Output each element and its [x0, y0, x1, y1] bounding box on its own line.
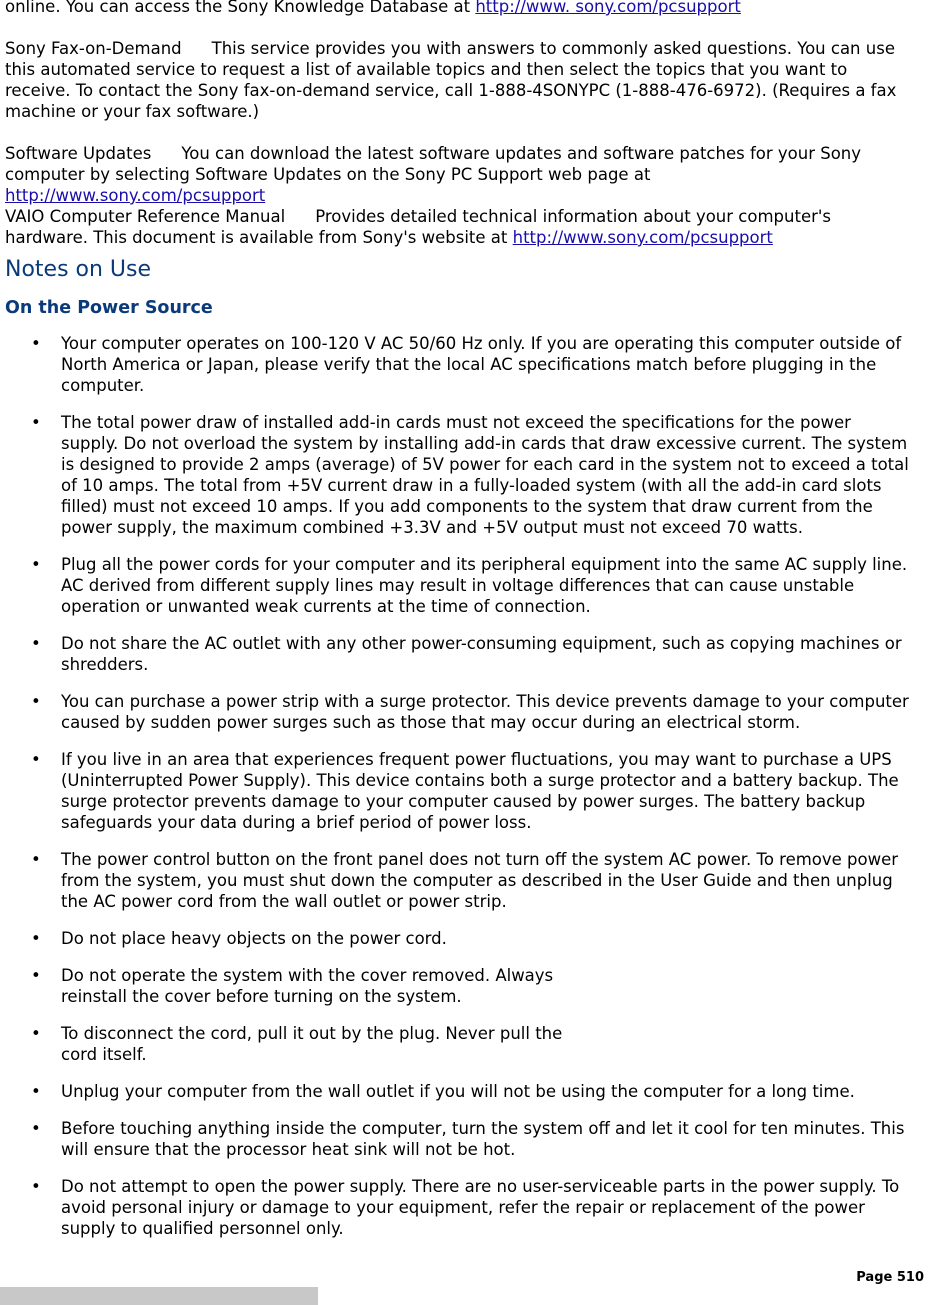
list-item: • You can purchase a power strip with a surge protector. This device prevents damage to your computer caused by sudden power surges such as those that may occur during an electrical storm.: [5, 691, 910, 733]
list-item: • If you live in an area that experiences frequent power fluctuations, you may want to purchase a UPS (Uninterrupted Power Supply). This device contains both a surge protector and a battery backup. The surge protector prevents damage to your computer caused by power surges. The battery backup safeguards your data during a brief period of power loss.: [5, 749, 910, 833]
document-page: [5, 0, 910, 1255]
intro-paragraph: [5, 0, 910, 17]
list-item: • Unplug your computer from the wall outlet if you will not be using the computer for a long time.: [5, 1081, 910, 1102]
list-item: • The power control button on the front panel does not turn off the system AC power. To remove power from the system, you must shut down the computer as described in the User Guide and then unplug the AC power cord from the wall outlet or power strip.: [5, 849, 910, 912]
software-updates-text: You can download the latest software updates and software patches for your Sony computer by selecting Software Updates on the Sony PC Support web page at: [5, 144, 862, 184]
reference-manual-link[interactable]: http://www.sony.com/pcsupport: [512, 228, 773, 247]
subsection-title: On the Power Source: [5, 298, 213, 318]
list-item: • The total power draw of installed add-in cards must not exceed the specifications for the power supply. Do not overload the system by installing add-in cards that draw excessive current. The system is designed to provide 2 amps (average) of 5V power for each card in the system not to exceed a total of 10 amps. The total from +5V current draw in a fully-loaded system (with all the add-in card slots filled) must not exceed 10 amps. If you add components to the system that draw current from the power supply, the maximum combined +3.3V and +5V output must not exceed 70 watts.: [5, 412, 910, 538]
fax-on-demand-paragraph: [5, 38, 910, 122]
horizontal-scrollbar[interactable]: [0, 1287, 318, 1305]
list-item: • Do not share the AC outlet with any other power-consuming equipment, such as copying machines or shredders.: [5, 633, 910, 675]
page-number: Page 510: [856, 1270, 924, 1285]
list-item: • Do not attempt to open the power supply. There are no user-serviceable parts in the power supply. To avoid personal injury or damage to your equipment, refer the repair or replacement of the power supply to qualified personnel only.: [5, 1176, 910, 1239]
list-item: • Do not place heavy objects on the power cord.: [5, 928, 910, 949]
intro-text: online. You can access the Sony Knowledge Database at: [5, 0, 476, 16]
list-item: • To disconnect the cord, pull it out by the plug. Never pull the cord itself.: [5, 1023, 910, 1065]
fax-on-demand-text: This service provides you with answers to commonly asked questions. You can use this automated service to request a list of available topics and then select the topics that you want to receive. To contact the Sony fax-on-demand service, call 1-888-4SONYPC (1-888-476-6972). (Requires a fax machine or your fax software.): [5, 39, 897, 121]
software-updates-term: Software Updates: [5, 144, 152, 163]
reference-manual-paragraph: [5, 206, 910, 248]
reference-manual-term: VAIO Computer Reference Manual: [5, 207, 286, 226]
software-updates-paragraph: [5, 143, 910, 206]
list-item: • Do not operate the system with the cover removed. Always reinstall the cover before turning on the system.: [5, 965, 910, 1007]
section-title: Notes on Use: [5, 257, 152, 282]
power-source-list: [5, 333, 910, 1239]
list-item: • Plug all the power cords for your computer and its peripheral equipment into the same AC supply line. AC derived from different supply lines may result in voltage differences that can cause unstable operation or unwanted weak currents at the time of connection.: [5, 554, 910, 617]
fax-on-demand-term: Sony Fax-on-Demand: [5, 39, 182, 58]
knowledge-database-link[interactable]: http://www. sony.com/pcsupport: [475, 0, 741, 16]
reference-manual-text: Provides detailed technical information about your computer's hardware. This document is available from Sony's website at: [5, 207, 832, 247]
list-item: • Before touching anything inside the computer, turn the system off and let it cool for ten minutes. This will ensure that the processor heat sink will not be hot.: [5, 1118, 910, 1160]
list-item: • Your computer operates on 100-120 V AC 50/60 Hz only. If you are operating this computer outside of North America or Japan, please verify that the local AC specifications match before plugging in the computer.: [5, 333, 910, 396]
software-updates-link[interactable]: http://www.sony.com/pcsupport: [5, 186, 266, 205]
